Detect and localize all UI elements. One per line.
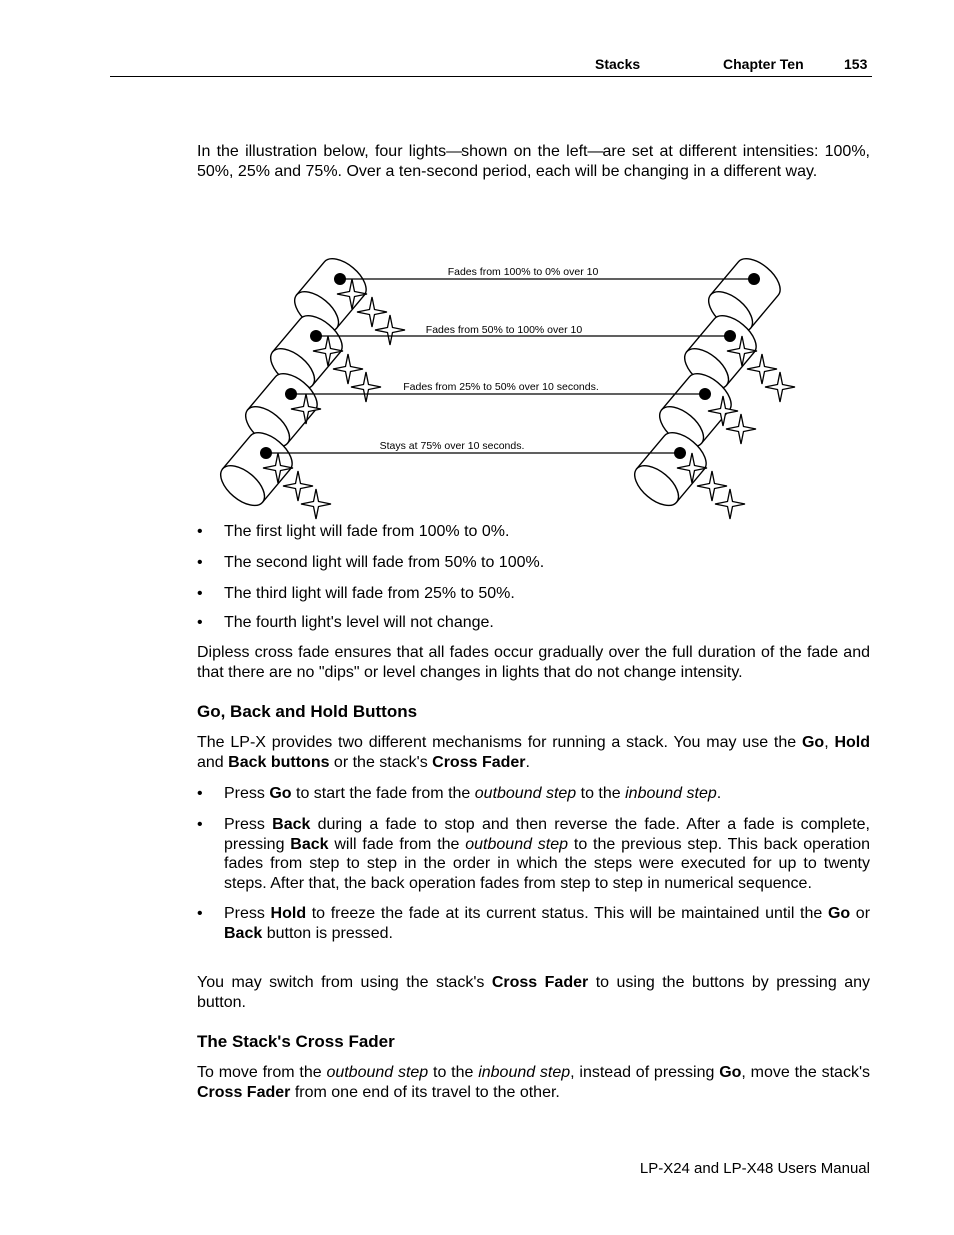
list-item-go: • Press Go to start the fade from the outbound step to the inbound step. (197, 784, 870, 804)
intensity-list-block (197, 522, 870, 633)
list-item: • The third light will fade from 25% to 50%. (197, 584, 870, 604)
list-item-hold: • Press Hold to freeze the fade at its current status. This will be maintained until the Go or Back button is pressed. (197, 904, 870, 944)
page-header (110, 56, 872, 77)
button-list (197, 784, 870, 944)
button-list-block (197, 784, 870, 944)
right-light-4 (628, 425, 745, 519)
list-item: • The first light will fade from 100% to 0%. (197, 522, 870, 542)
header-section: Stacks (595, 56, 641, 72)
list-item: • The fourth light's level will not change. (197, 613, 870, 633)
list-item-back: • Press Back during a fade to stop and then reverse the fade. After a fade is complete, pressing Back will fade from the outbound step to the previous step. This back operation fades from step to step in the order in which the steps were executed for up to twenty steps. After that, the back operation fades from step to step in numerical sequence. (197, 815, 870, 894)
fade-label-3: Fades from 25% to 50% over 10 seconds. (403, 381, 599, 393)
intro-paragraph: In the illustration below, four lights—shown on the left—are set at different intensities: 100%, 50%, 25% and 75%. Over a ten-second period, each will be changing in a different way. (197, 143, 870, 180)
cross-fader-paragraph: To move from the outbound step to the inbound step, instead of pressing Go, move the stack's Cross Fader from one end of its travel to the other. (197, 1064, 871, 1101)
header-page-number: 153 (844, 56, 868, 72)
fade-label-2: Fades from 50% to 100% over 10 (425, 324, 583, 336)
switch-paragraph: You may switch from using the stack's Cross Fader to using the buttons by pressing any button. (197, 974, 870, 1011)
fade-label-1: Fades from 100% to 0% over 10 (447, 266, 599, 278)
go-back-hold-section (197, 702, 870, 722)
intensity-list (197, 522, 870, 633)
section-heading-go-back-hold: Go, Back and Hold Buttons (197, 702, 418, 721)
cross-fader-section (197, 1032, 870, 1052)
left-light-4 (214, 425, 331, 519)
header-chapter: Chapter Ten (723, 56, 804, 72)
fade-diagram (185, 200, 825, 530)
fade-label-4: Stays at 75% over 10 seconds. (379, 440, 525, 452)
mechanisms-paragraph: The LP-X provides two different mechanisms for running a stack. You may use the Go, Hold and Back buttons or the stack's Cross Fader. (197, 734, 870, 771)
dipless-paragraph: Dipless cross fade ensures that all fades occur gradually over the full duration of the fade and that there are no "dips" or level changes in lights that do not change intensity. (197, 644, 870, 681)
section-heading-cross-fader: The Stack's Cross Fader (197, 1032, 395, 1051)
list-item: • The second light will fade from 50% to 100%. (197, 553, 870, 573)
page-footer: LP-X24 and LP-X48 Users Manual (639, 1160, 870, 1177)
